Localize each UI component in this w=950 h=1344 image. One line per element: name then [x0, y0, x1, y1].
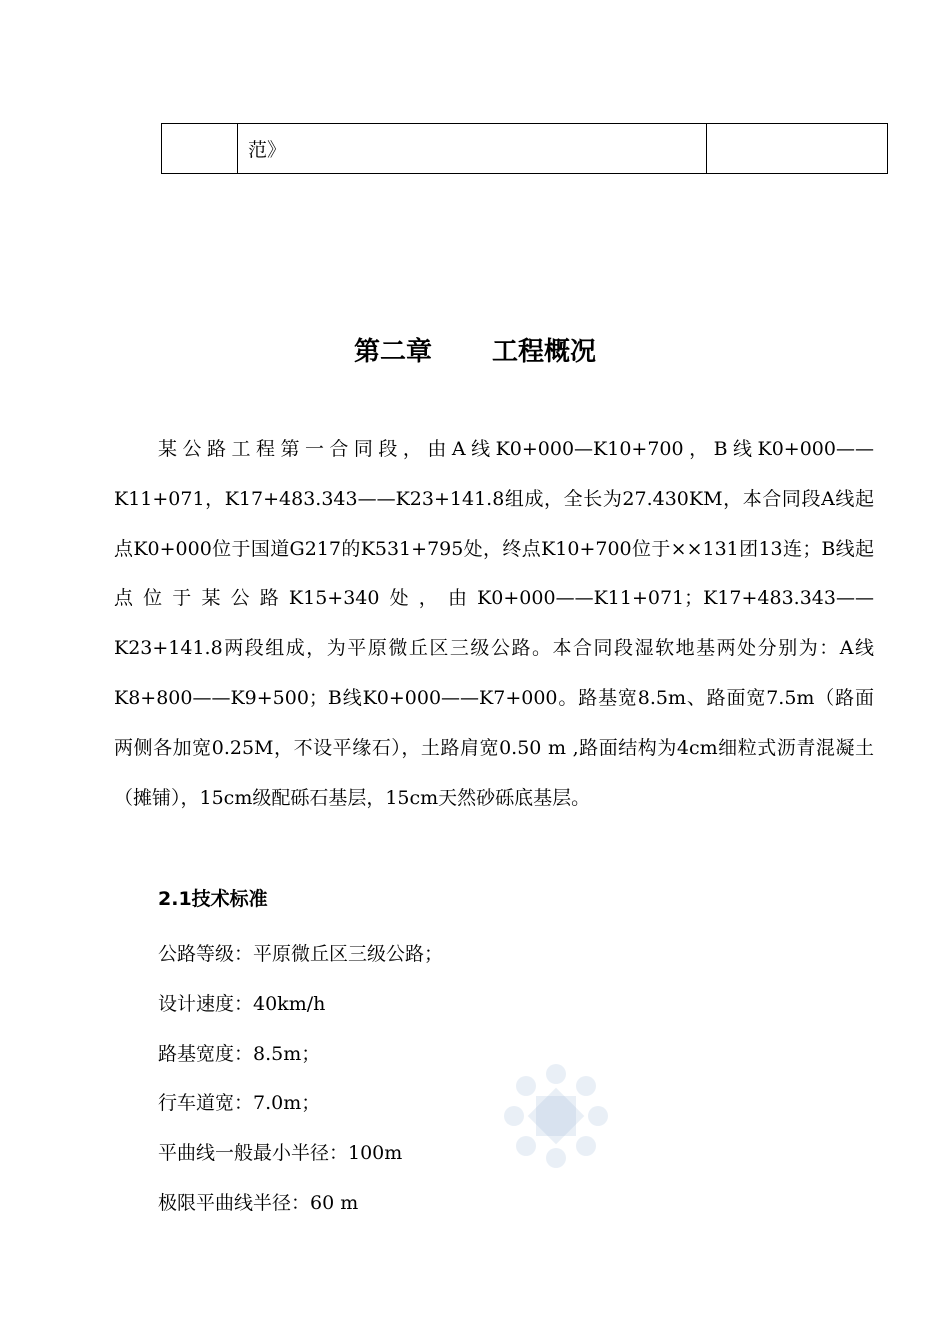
chapter-title: 工程概况 — [492, 337, 597, 367]
section-heading: 2.1技术标准 — [158, 888, 268, 910]
chapter-number: 第二章 — [353, 337, 432, 367]
chapter-heading — [0, 334, 950, 370]
table-row — [162, 124, 888, 174]
table-cell-title: 范》 — [238, 124, 707, 174]
list-item: 路基宽度：8.5m； — [158, 1042, 321, 1065]
project-overview-paragraph: 某公路工程第一合同段，由A线K0+000—K10+700，B线K0+000——K11+071，K17+483.343——K23+141.8组成，全长为27.430KM，本合同段A线起点K0+000位于国道G217的K531+795处，终点K10+700位于××131团13连；B线起点位于某公路K15+340处，由K0+000——K11+071；K17+483.343——K23+141.8两段组成，为平原微丘区三级公路。本合同段湿软地基两处分别为：A线K8+800——K9+500；B线K0+000——K7+000。路基宽8.5m、路面宽7.5m（路面两侧各加宽0.25M，不设平缘石），土路肩宽0.50 m ,路面结构为4cm细粒式沥青混凝土（摊铺），15cm级配砾石基层，15cm天然砂砾底基层。 — [114, 438, 874, 809]
technical-standards-list — [158, 930, 443, 1229]
list-item: 公路等级：平原微丘区三级公路； — [158, 943, 444, 965]
list-item: 极限平曲线半径：60 m — [158, 1191, 359, 1214]
list-item: 设计速度：40km/h — [158, 992, 326, 1015]
list-item: 平曲线一般最小半径：100m — [158, 1142, 403, 1165]
table-cell-index — [162, 124, 238, 174]
list-item: 行车道宽：7.0m； — [158, 1092, 321, 1115]
reference-table — [161, 123, 888, 174]
watermark-logo-icon — [500, 1060, 612, 1172]
table-cell-note — [707, 124, 888, 174]
